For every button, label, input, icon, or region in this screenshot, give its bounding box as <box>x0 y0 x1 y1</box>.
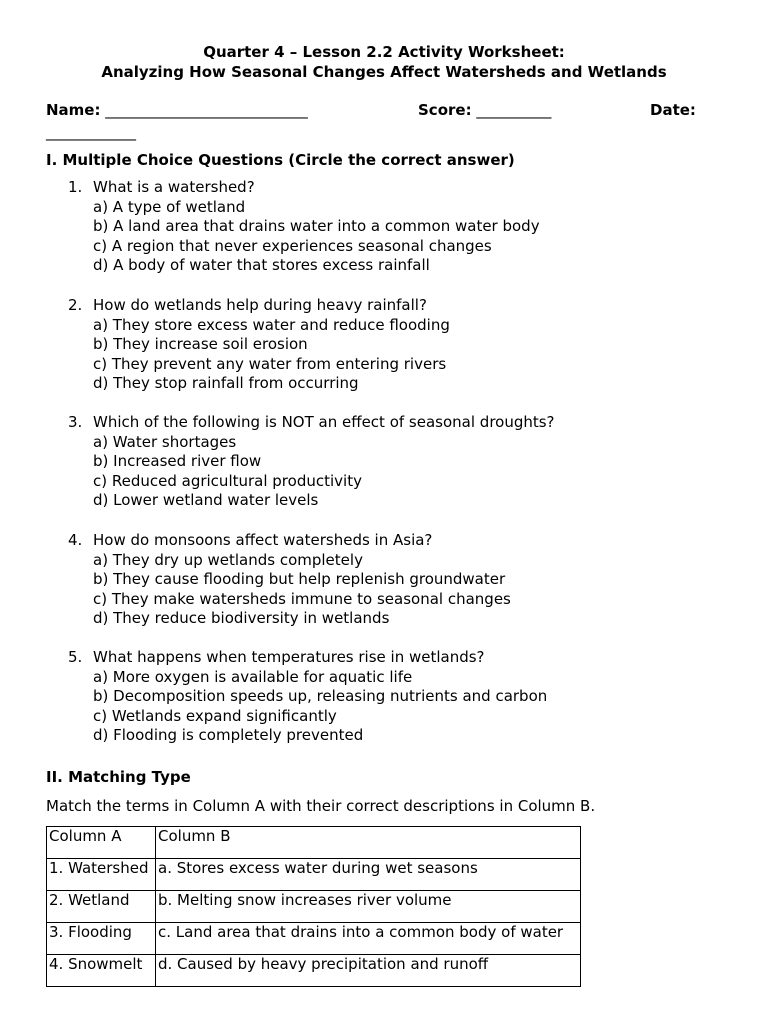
question-3 <box>68 413 555 511</box>
section-heading-multiple-choice: I. Multiple Choice Questions (Circle the correct answer) <box>46 151 515 169</box>
question-stem: What happens when temperatures rise in wetlands? <box>93 648 485 666</box>
matching-table <box>46 826 581 987</box>
name-blank[interactable]: ___________________________ <box>105 101 308 119</box>
table-row <box>47 923 581 955</box>
answer-option[interactable]: a) They dry up wetlands completely <box>93 550 363 569</box>
date-label: Date: <box>650 101 696 119</box>
student-info-row <box>46 100 706 120</box>
answer-option[interactable]: b) Increased river flow <box>93 452 262 471</box>
question-4 <box>68 531 511 629</box>
answer-option[interactable]: b) They increase soil erosion <box>93 335 308 354</box>
column-b-cell: b. Melting snow increases river volume <box>156 891 581 923</box>
column-a-cell: 4. Snowmelt <box>47 955 156 987</box>
answer-option[interactable]: c) They make watersheds immune to seasonal changes <box>93 589 511 608</box>
table-row <box>47 859 581 891</box>
matching-instructions: Match the terms in Column A with their correct descriptions in Column B. <box>46 797 596 815</box>
worksheet-title-line1: Quarter 4 – Lesson 2.2 Activity Worksheet: <box>203 43 565 61</box>
score-field[interactable] <box>418 100 551 120</box>
question-number: 2. <box>68 296 83 314</box>
column-a-header: Column A <box>47 827 156 859</box>
question-stem: What is a watershed? <box>93 178 255 196</box>
date-blank[interactable]: ____________ <box>46 123 136 141</box>
answer-option[interactable]: d) They stop rainfall from occurring <box>93 374 359 393</box>
answer-option[interactable]: d) Lower wetland water levels <box>93 491 319 510</box>
answer-option[interactable]: d) Flooding is completely prevented <box>93 726 364 745</box>
column-a-cell: 1. Watershed <box>47 859 156 891</box>
score-label: Score: <box>418 101 472 119</box>
answer-option[interactable]: a) They store excess water and reduce flooding <box>93 315 450 334</box>
question-number: 3. <box>68 413 83 431</box>
column-a-cell: 3. Flooding <box>47 923 156 955</box>
answer-option[interactable]: a) More oxygen is available for aquatic life <box>93 667 413 686</box>
question-number: 4. <box>68 531 83 549</box>
answer-option[interactable]: c) A region that never experiences seasonal changes <box>93 236 492 255</box>
answer-option[interactable]: c) Wetlands expand significantly <box>93 706 337 725</box>
answer-option[interactable]: c) Reduced agricultural productivity <box>93 471 362 490</box>
answer-option[interactable]: a) Water shortages <box>93 432 237 451</box>
column-b-header: Column B <box>156 827 581 859</box>
answer-option[interactable]: b) Decomposition speeds up, releasing nutrients and carbon <box>93 687 548 706</box>
question-number: 1. <box>68 178 83 196</box>
question-stem: How do monsoons affect watersheds in Asia? <box>93 531 433 549</box>
answer-option[interactable]: c) They prevent any water from entering rivers <box>93 354 447 373</box>
answer-option[interactable]: d) A body of water that stores excess rainfall <box>93 256 430 275</box>
answer-option[interactable]: b) They cause flooding but help replenish groundwater <box>93 570 506 589</box>
table-header-row <box>47 827 581 859</box>
name-label: Name: <box>46 101 101 119</box>
column-b-cell: a. Stores excess water during wet seasons <box>156 859 581 891</box>
answer-option[interactable]: b) A land area that drains water into a common water body <box>93 217 540 236</box>
name-field[interactable] <box>46 100 308 120</box>
question-number: 5. <box>68 648 83 666</box>
column-a-cell: 2. Wetland <box>47 891 156 923</box>
answer-option[interactable]: d) They reduce biodiversity in wetlands <box>93 609 390 628</box>
question-1 <box>68 178 540 276</box>
column-b-cell: d. Caused by heavy precipitation and runoff <box>156 955 581 987</box>
section-heading-matching-type: II. Matching Type <box>46 768 191 786</box>
score-blank[interactable]: __________ <box>476 101 552 119</box>
column-b-cell: c. Land area that drains into a common body of water <box>156 923 581 955</box>
question-5 <box>68 648 547 746</box>
table-row <box>47 891 581 923</box>
worksheet-title-line2: Analyzing How Seasonal Changes Affect Watersheds and Wetlands <box>101 63 667 81</box>
table-row <box>47 955 581 987</box>
question-2 <box>68 296 450 394</box>
answer-option[interactable]: a) A type of wetland <box>93 197 246 216</box>
question-stem: How do wetlands help during heavy rainfall? <box>93 296 427 314</box>
date-field[interactable] <box>650 100 696 120</box>
question-stem: Which of the following is NOT an effect of seasonal droughts? <box>93 413 555 431</box>
